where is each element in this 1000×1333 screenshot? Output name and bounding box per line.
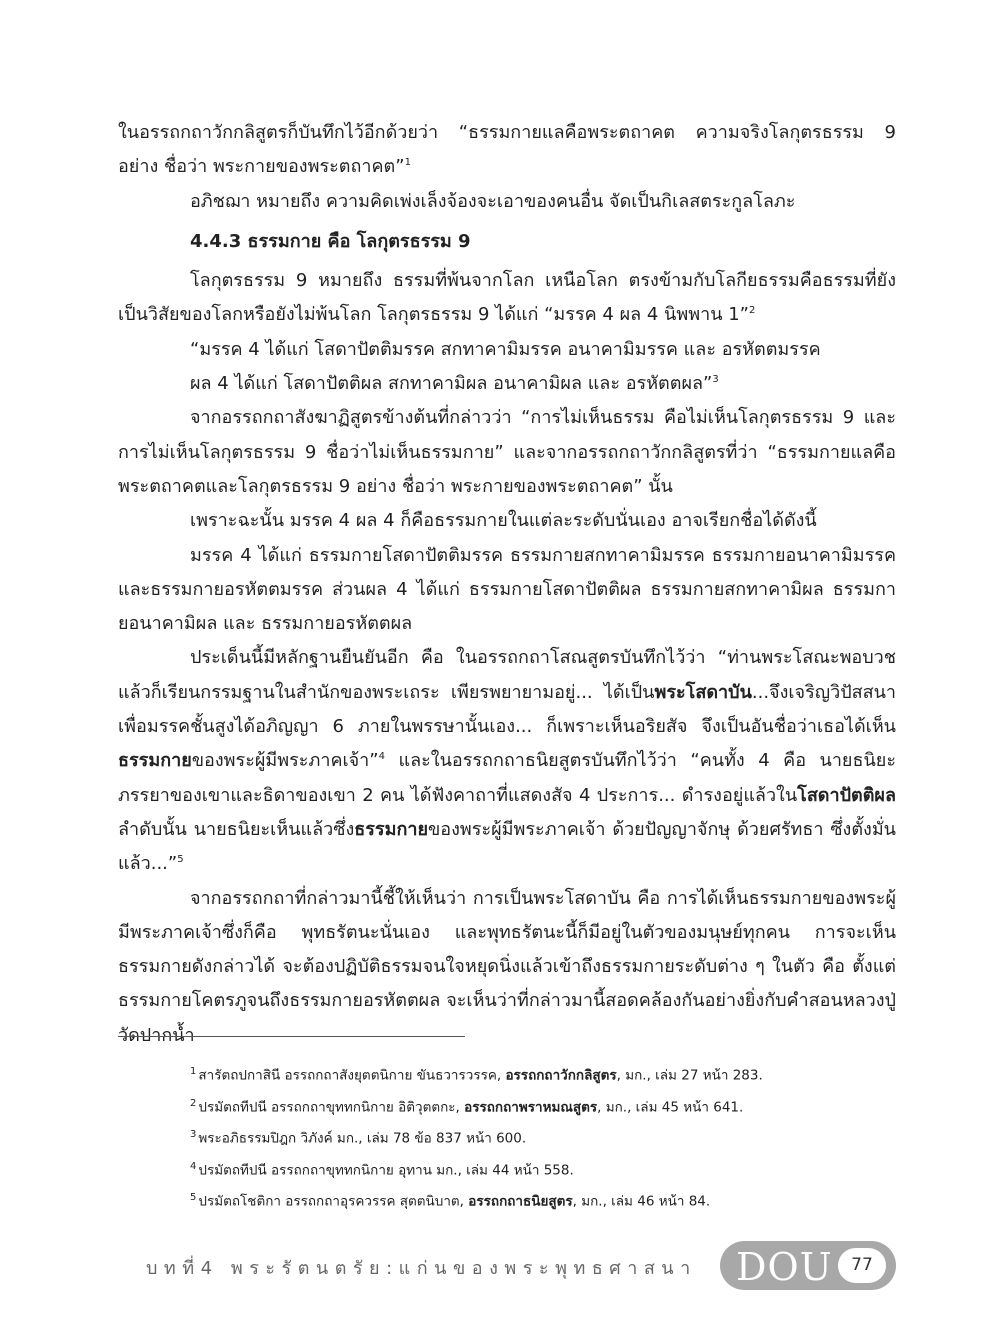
footnote: $^3$ พระอภิธรรมปิฎก วิภังค์ มก., เล่ม 78 ข้อ 837 หน้า 600. xyxy=(190,1129,527,1147)
paragraph: จากอรรถกถาที่กล่าวมานี้ชี้ให้เห็นว่า การเป็นพระโสดาบัน คือ การได้เห็นธรรมกายของพระผู้มีพระภาคเจ้าซึ่งก็คือ พุทธรัตนะนั่นเอง และพุทธรัตนะนี้ก็มีอยู่ในตัวของมนุษย์ทุกคน การจะเห็นธรรมกายดังกล่าวได้ จะต้องปฏิบัติธรรมจนใจหยุดนิ่งแล้วเข้าถึงธรรมกายระดับต่าง ๆ ในตัว คือ ตั้งแต่ธรรมกายโคตรภูจนถึงธรรมกายอรหัตตผล จะเห็นว่าที่กล่าวมานี้สอดคล้องกันอย่างยิ่งกับคำสอนหลวงปู่วัดปากน้ำ xyxy=(118,887,896,1046)
footnote-ref[interactable]: 5 xyxy=(177,854,184,866)
paragraph: ในอรรถกถาวักกลิสูตรก็บันทึกไว้อีกด้วยว่า “ธรรมกายแลคือพระตถาคต ความจริงโลกุตรธรรม 9 อย่าง ชื่อว่า พระกายของพระตถาคต”$^1$ xyxy=(118,122,896,178)
paragraph: ผล 4 ได้แก่ โสดาปัตติผล สกทาคามิผล อนาคามิผล และ อรหัตตผล”$^3$ xyxy=(190,373,719,395)
dou-logo: DOU xyxy=(736,1245,833,1289)
bold-term: ธรรมกาย xyxy=(354,818,428,840)
dou-badge xyxy=(720,1241,896,1290)
paragraph: จากอรรถกถาสังฆาฏิสูตรข้างต้นที่กล่าวว่า “การไม่เห็นธรรม คือไม่เห็นโลกุตรธรรม 9 และการไม่เห็นโลกุตรธรรม 9 ชื่อว่าไม่เห็นธรรมกาย” และจากอรรถกถาวักกลิสูตรที่ว่า “ธรรมกายแลคือพระตถาคตและโลกุตรธรรม 9 อย่าง ชื่อว่า พระกายของพระตถาคต” นั้น xyxy=(118,407,896,497)
paragraph: ประเด็นนี้มีหลักฐานยืนยันอีก คือ ในอรรถกถาโสณสูตรบันทึกไว้ว่า “ท่านพระโสณะพอบวชแล้วก็เรียนกรรมฐานในสำนักของพระเถระ เพียรพยายามอยู่... ได้เป็นพระโสดาบัน...จึงเจริญวิปัสสนาเพื่อมรรคชั้นสูงได้อภิญญา 6 ภายในพรรษานั้นเอง... ก็เพราะเห็นอริยสัจ จึงเป็นอันชื่อว่าเธอได้เห็นธรรมกายของพระผู้มีพระภาคเจ้า”$^4$ และในอรรถกถาธนิยสูตรบันทึกไว้ว่า “คนทั้ง 4 คือ นายธนิยะ ภรรยาของเขาและธิดาของเขา 2 คน ได้ฟังคาถาที่แสดงสัจ 4 ประการ... ดำรงอยู่แล้วในโสดาปัตติผล ลำดับนั้น นายธนิยะเห็นแล้วซึ่งธรรมกายของพระผู้มีพระภาคเจ้า ด้วยปัญญาจักษุ ด้วยศรัทธา ซึ่งตั้งมั่นแล้ว...”$^5$ xyxy=(118,647,896,875)
footnote-divider xyxy=(118,1036,465,1037)
footnote: $^1$ สารัตถปกาสินี อรรถกถาสังยุตตนิกาย ขันธวารวรรค, อรรถกถาวักกลิสูตร, มก., เล่ม 27 หน้า 283. xyxy=(190,1066,763,1084)
paragraph: อภิชฌา หมายถึง ความคิดเพ่งเล็งจ้องจะเอาของคนอื่น จัดเป็นกิเลสตระกูลโลภะ xyxy=(190,190,796,212)
paragraph: โลกุตรธรรม 9 หมายถึง ธรรมที่พ้นจากโลก เหนือโลก ตรงข้ามกับโลกียธรรมคือธรรมที่ยังเป็นวิสัยของโลกหรือยังไม่พ้นโลก โลกุตรธรรม 9 ได้แก่ “มรรค 4 ผล 4 นิพพาน 1”$^2$ xyxy=(118,270,896,326)
footnote-ref[interactable]: 3 xyxy=(712,374,719,386)
page-number: 77 xyxy=(838,1248,886,1283)
footnote: $^5$ ปรมัตถโชติกา อรรถกถาอุรควรรค สุตตนิบาต, อรรถกถาธนิยสูตร, มก., เล่ม 46 หน้า 84. xyxy=(190,1192,711,1210)
section-heading: 4.4.3 ธรรมกาย คือ โลกุตรธรรม 9 xyxy=(190,230,471,252)
footnote: $^2$ ปรมัตถทีปนี อรรถกถาขุททกนิกาย อิติวุตตกะ, อรรถกถาพราหมณสูตร, มก., เล่ม 45 หน้า 641. xyxy=(190,1097,744,1115)
footnote-ref[interactable]: 1 xyxy=(404,157,411,169)
footnote-ref[interactable]: 2 xyxy=(749,305,756,317)
paragraph: มรรค 4 ได้แก่ ธรรมกายโสดาปัตติมรรค ธรรมกายสกทาคามิมรรค ธรรมกายอนาคามิมรรค และธรรมกายอรหัตตมรรค ส่วนผล 4 ได้แก่ ธรรมกายโสดาปัตติผล ธรรมกายสกทาคามิผล ธรรมกายอนาคามิผล และ ธรรมกายอรหัตตผล xyxy=(118,544,896,635)
paragraph: “มรรค 4 ได้แก่ โสดาปัตติมรรค สกทาคามิมรรค อนาคามิมรรค และ อรหัตตมรรค xyxy=(190,338,821,360)
footnote: $^4$ ปรมัตถทีปนี อรรถกถาขุททกนิกาย อุทาน มก., เล่ม 44 หน้า 558. xyxy=(190,1160,574,1178)
bold-term: ธรรมกาย xyxy=(118,750,192,772)
chapter-title: บทที่4 พระรัตนตรัย:แก่นของพระพุทธศาสนา xyxy=(146,1258,697,1279)
footnote-ref[interactable]: 4 xyxy=(378,751,385,763)
footnotes xyxy=(190,1058,910,1216)
bold-term: โสดาปัตติผล xyxy=(797,784,896,806)
bold-term: พระโสดาบัน xyxy=(654,681,752,703)
paragraph: เพราะฉะนั้น มรรค 4 ผล 4 ก็คือธรรมกายในแต่ละระดับนั่นเอง อาจเรียกชื่อได้ดังนี้ xyxy=(190,510,817,532)
body-text xyxy=(118,116,896,1053)
